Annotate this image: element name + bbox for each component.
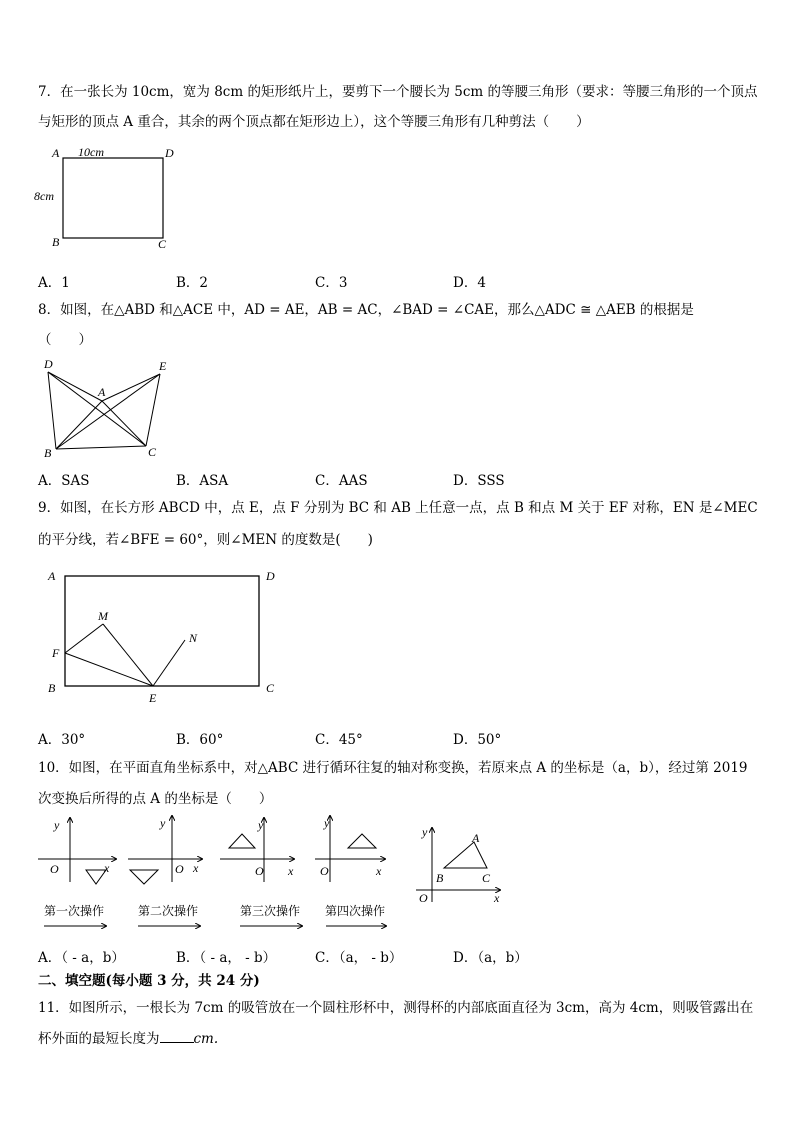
q10-op2-label: 第二次操作 bbox=[138, 904, 199, 918]
q10-op1-label: 第一次操作 bbox=[44, 904, 105, 918]
q7-option-d[interactable]: D．4 bbox=[453, 275, 486, 291]
q10-p2-x: x bbox=[193, 861, 199, 875]
q10-option-b[interactable]: B．（ - a， - b） bbox=[176, 950, 277, 966]
q7-option-b[interactable]: B．2 bbox=[176, 275, 209, 291]
q8-label-C: C bbox=[148, 445, 157, 459]
q9-option-c[interactable]: C．45° bbox=[315, 732, 363, 748]
q10-p3-y: y bbox=[258, 818, 264, 832]
q10-p1-y: y bbox=[54, 818, 60, 832]
q9-label-E: E bbox=[149, 691, 157, 705]
q8-label-A: A bbox=[98, 385, 106, 399]
q10-transform-figure bbox=[30, 812, 510, 937]
q9-option-d[interactable]: D．50° bbox=[453, 732, 502, 748]
q10-p3-O: O bbox=[255, 864, 264, 878]
q11-text-line1: 11．如图所示，一根长为 7cm 的吸管放在一个圆柱形杯中，测得杯的内部底面直径为 3cm，高为 4cm，则吸管露出在 bbox=[38, 1000, 754, 1016]
q7-label-width: 8cm bbox=[34, 189, 54, 203]
q10-p1-x: x bbox=[104, 861, 110, 875]
q8-label-D: D bbox=[44, 357, 53, 371]
q10-option-d[interactable]: D．（a，b） bbox=[453, 950, 528, 966]
q7-rectangle-figure bbox=[30, 140, 190, 255]
q8-option-d[interactable]: D．SSS bbox=[453, 473, 505, 489]
q10-p5-y: y bbox=[422, 825, 428, 839]
q8-option-b[interactable]: B．ASA bbox=[176, 473, 229, 489]
q8-text-line1: 8．如图，在△ABD 和△ACE 中，AD = AE，AB = AC，∠BAD = ∠CAE，那么△ADC ≅ △AEB 的根据是 bbox=[38, 302, 694, 318]
q10-op4-label: 第四次操作 bbox=[325, 904, 386, 918]
q7-label-length: 10cm bbox=[78, 145, 104, 159]
q10-p3-x: x bbox=[288, 864, 294, 878]
q10-p2-y: y bbox=[160, 816, 166, 830]
q8-triangles-figure bbox=[38, 356, 178, 464]
q9-label-N: N bbox=[189, 631, 198, 645]
q7-label-B: B bbox=[52, 235, 60, 249]
q10-p4-x: x bbox=[376, 864, 382, 878]
q11-text-line2 bbox=[38, 1029, 218, 1049]
q9-label-B: B bbox=[48, 681, 56, 695]
q9-option-b[interactable]: B．60° bbox=[176, 732, 224, 748]
section-heading: 二、填空题(每小题 3 分，共 24 分) bbox=[38, 973, 260, 989]
q8-text-line2: （ ） bbox=[38, 332, 92, 348]
q9-text-line1: 9．如图，在长方形 ABCD 中，点 E，点 F 分别为 BC 和 AB 上任意一点，点 B 和点 M 关于 EF 对称，EN 是∠MEC bbox=[38, 500, 758, 516]
q10-p5-A: A bbox=[472, 831, 480, 845]
q10-p5-O: O bbox=[419, 891, 428, 905]
q10-text-line2: 次变换后所得的点 A 的坐标是（ ） bbox=[38, 791, 273, 807]
q10-p4-O: O bbox=[320, 864, 329, 878]
q7-label-D: D bbox=[165, 146, 174, 160]
q11-text-pre: 杯外面的最短长度为 bbox=[38, 1031, 160, 1047]
q9-label-D: D bbox=[266, 569, 275, 583]
q9-label-A: A bbox=[48, 569, 56, 583]
q10-p4-y: y bbox=[324, 816, 330, 830]
q7-text-line1: 7．在一张长为 10cm，宽为 8cm 的矩形纸片上，要剪下一个腰长为 5cm 的等腰三角形（要求：等腰三角形的一个顶点 bbox=[38, 84, 758, 100]
q9-option-a[interactable]: A．30° bbox=[38, 732, 86, 748]
q11-text-post: cm. bbox=[193, 1031, 219, 1047]
q10-p5-x: x bbox=[494, 891, 500, 905]
q7-label-C: C bbox=[158, 237, 167, 251]
q9-label-M: M bbox=[98, 609, 108, 623]
q10-p2-O: O bbox=[175, 862, 184, 876]
q10-option-c[interactable]: C．（a， - b） bbox=[315, 950, 403, 966]
q8-label-E: E bbox=[159, 359, 167, 373]
q10-p5-C: C bbox=[482, 871, 491, 885]
q8-option-c[interactable]: C．AAS bbox=[315, 473, 368, 489]
q8-label-B: B bbox=[44, 446, 52, 460]
q7-rectangle bbox=[63, 158, 163, 238]
q7-text-line2: 与矩形的顶点 A 重合，其余的两个顶点都在矩形边上），这个等腰三角形有几种剪法（ ） bbox=[38, 114, 590, 130]
q10-text-line1: 10．如图，在平面直角坐标系中，对△ABC 进行循环往复的轴对称变换，若原来点 A 的坐标是（a，b），经过第 2019 bbox=[38, 760, 748, 776]
q10-p5-B: B bbox=[436, 871, 444, 885]
q8-option-a[interactable]: A．SAS bbox=[38, 473, 90, 489]
q11-answer-blank[interactable] bbox=[160, 1030, 194, 1043]
q9-label-F: F bbox=[52, 646, 60, 660]
q10-p1-O: O bbox=[50, 862, 59, 876]
q10-op3-label: 第三次操作 bbox=[240, 904, 301, 918]
q7-option-a[interactable]: A．1 bbox=[38, 275, 70, 291]
q9-rectangle-figure bbox=[40, 562, 290, 712]
q9-label-C: C bbox=[266, 681, 275, 695]
q7-option-c[interactable]: C．3 bbox=[315, 275, 348, 291]
q9-text-line2: 的平分线，若∠BFE = 60°，则∠MEN 的度数是( ) bbox=[38, 532, 373, 548]
q7-label-A: A bbox=[52, 146, 60, 160]
q10-option-a[interactable]: A．（ - a，b） bbox=[38, 950, 125, 966]
